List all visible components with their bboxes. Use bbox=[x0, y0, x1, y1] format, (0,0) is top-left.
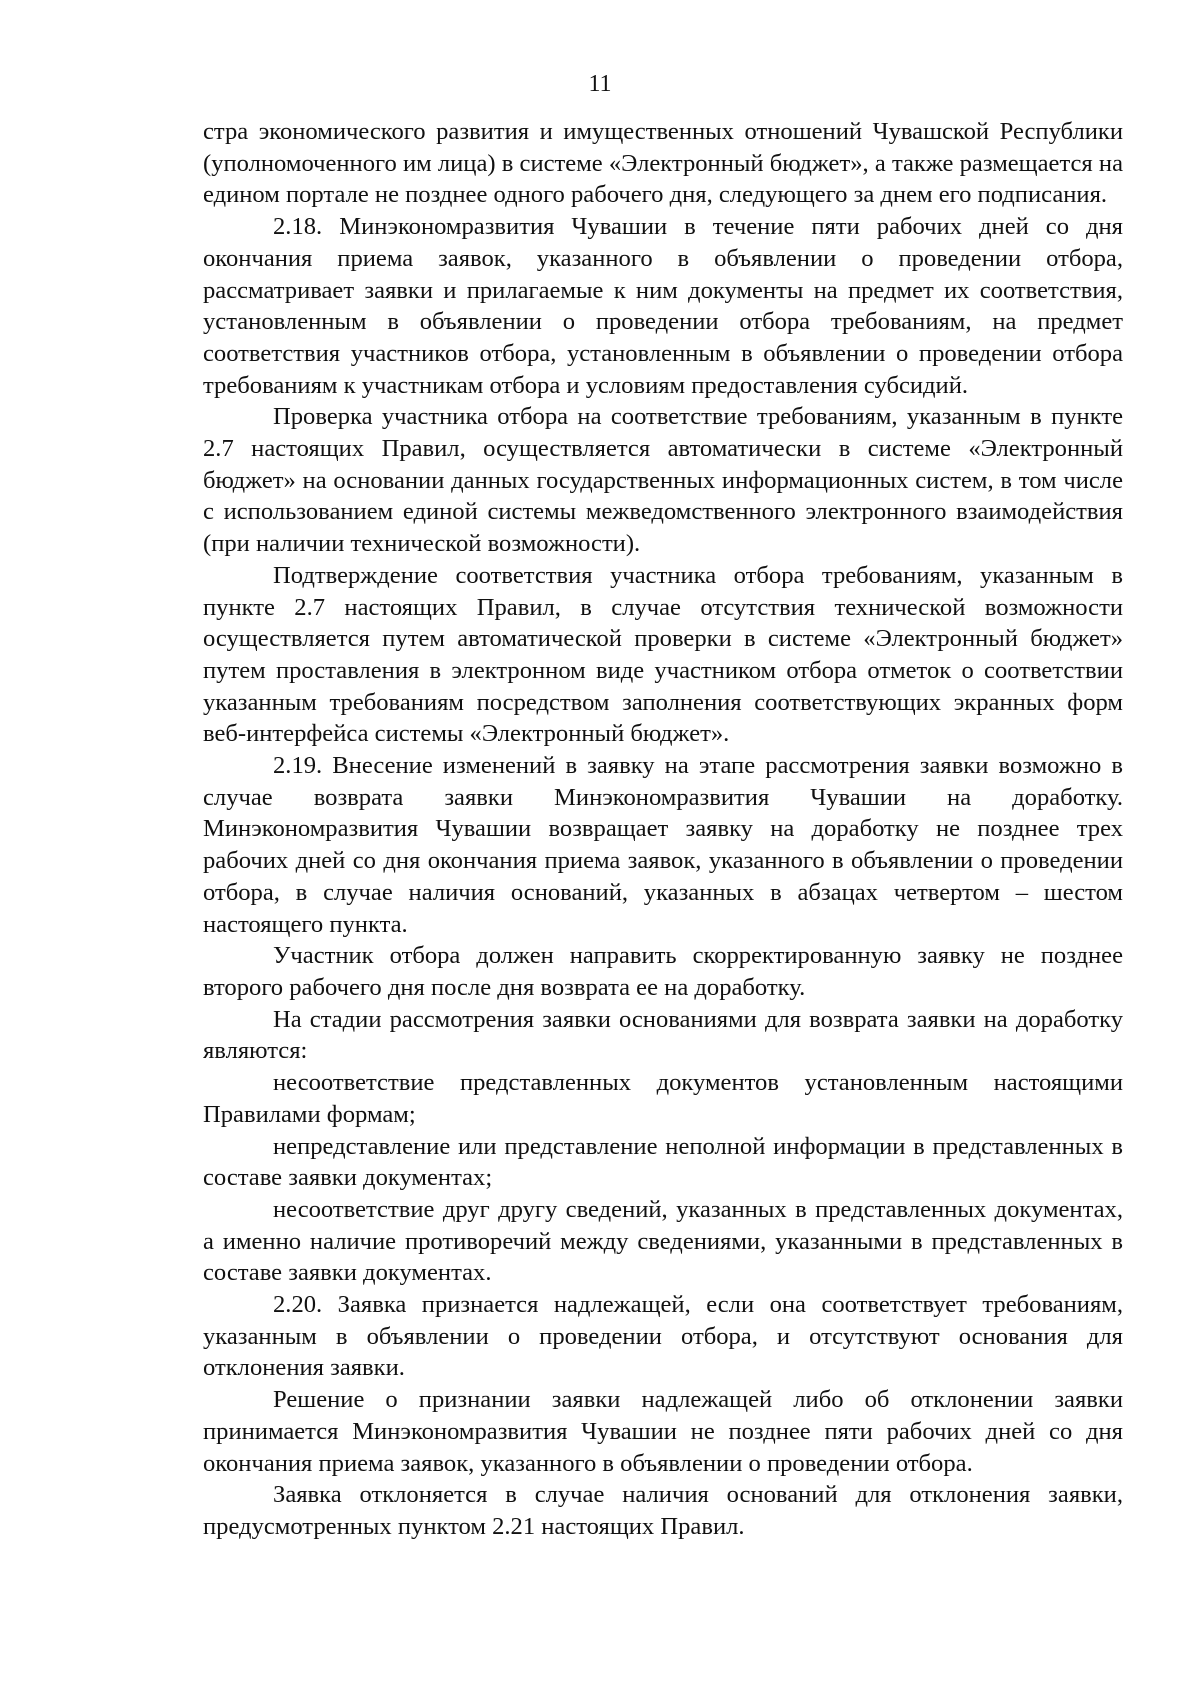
paragraph-decision-deadline: Решение о признании заявки надлежащей либо об отклонении заявки принимается Минэкономразвития Чувашии не позднее пяти рабочих дней со дня окончания приема заявок, указанного в объявлении о проведении отбора. bbox=[203, 1386, 1123, 1477]
paragraph-rejection-grounds: Заявка отклоняется в случае наличия оснований для отклонения заявки, предусмотренных пунктом 2.21 настоящих Правил. bbox=[203, 1481, 1123, 1540]
paragraph-resubmission-deadline: Участник отбора должен направить скорректированную заявку не позднее второго рабочего дня после дня возврата ее на доработку. bbox=[203, 942, 1123, 1001]
paragraph-return-ground-forms: несоответствие представленных документов установленным настоящими Правилами формам; bbox=[203, 1069, 1123, 1128]
paragraph-2-19: 2.19. Внесение изменений в заявку на этапе рассмотрения заявки возможно в случае возврата заявки Минэкономразвития Чувашии на доработку. Минэкономразвития Чувашии возвращает заявку на доработку не позднее трех рабочих дней со дня окончания приема заявок, указанного в объявлении о проведении отбора, в случае наличия оснований, указанных в абзацах четвертом – шестом настоящего пункта. bbox=[203, 752, 1123, 938]
paragraph-2-20: 2.20. Заявка признается надлежащей, если она соответствует требованиям, указанным в объявлении о проведении отбора, и отсутствуют основания для отклонения заявки. bbox=[203, 1291, 1123, 1382]
paragraph-verification-manual: Подтверждение соответствия участника отбора требованиям, указанным в пункте 2.7 настоящих Правил, в случае отсутствия технической возможности осуществляется путем автоматической проверки в системе «Электронный бюджет» путем проставления в электронном виде участником отбора отметок о соответствии указанным требованиям посредством заполнения соответствующих экранных форм веб-интерфейса системы «Электронный бюджет». bbox=[203, 561, 1123, 748]
paragraph-verification-auto: Проверка участника отбора на соответствие требованиям, указанным в пункте 2.7 настоящих Правил, осуществляется автоматически в системе «Электронный бюджет» на основании данных государственных информационных систем, в том числе с использованием единой системы межведомственного электронного взаимодействия (при наличии технической возможности). bbox=[203, 403, 1123, 558]
paragraph-2-18: 2.18. Минэкономразвития Чувашии в течение пяти рабочих дней со дня окончания приема заявок, указанного в объявлении о проведении отбора, рассматривает заявки и прилагаемые к ним документы на предмет их соответствия, установленным в объявлении о проведении отбора требованиям, на предмет соответствия участников отбора, установленным в объявлении о проведении отбора требованиям к участникам отбора и условиям предоставления субсидий. bbox=[203, 213, 1123, 399]
paragraph-return-grounds-intro: На стадии рассмотрения заявки основаниями для возврата заявки на доработку являются: bbox=[203, 1005, 1123, 1065]
page-number: 11 bbox=[588, 71, 612, 97]
paragraph-return-ground-incomplete: непредставление или представление неполной информации в представленных в составе заявки документах; bbox=[203, 1132, 1123, 1192]
paragraph-continuation: стра экономического развития и имущественных отношений Чувашской Республики (уполномоченного им лица) в системе «Электронный бюджет», а также размещается на едином портале не позднее одного рабочего дня, следующего за днем его подписания. bbox=[203, 118, 1123, 209]
paragraph-return-ground-contradictions: несоответствие друг другу сведений, указанных в представленных документах, а именно наличие противоречий между сведениями, указанными в представленных в составе заявки документах. bbox=[203, 1195, 1123, 1287]
document-body bbox=[203, 116, 1123, 1543]
